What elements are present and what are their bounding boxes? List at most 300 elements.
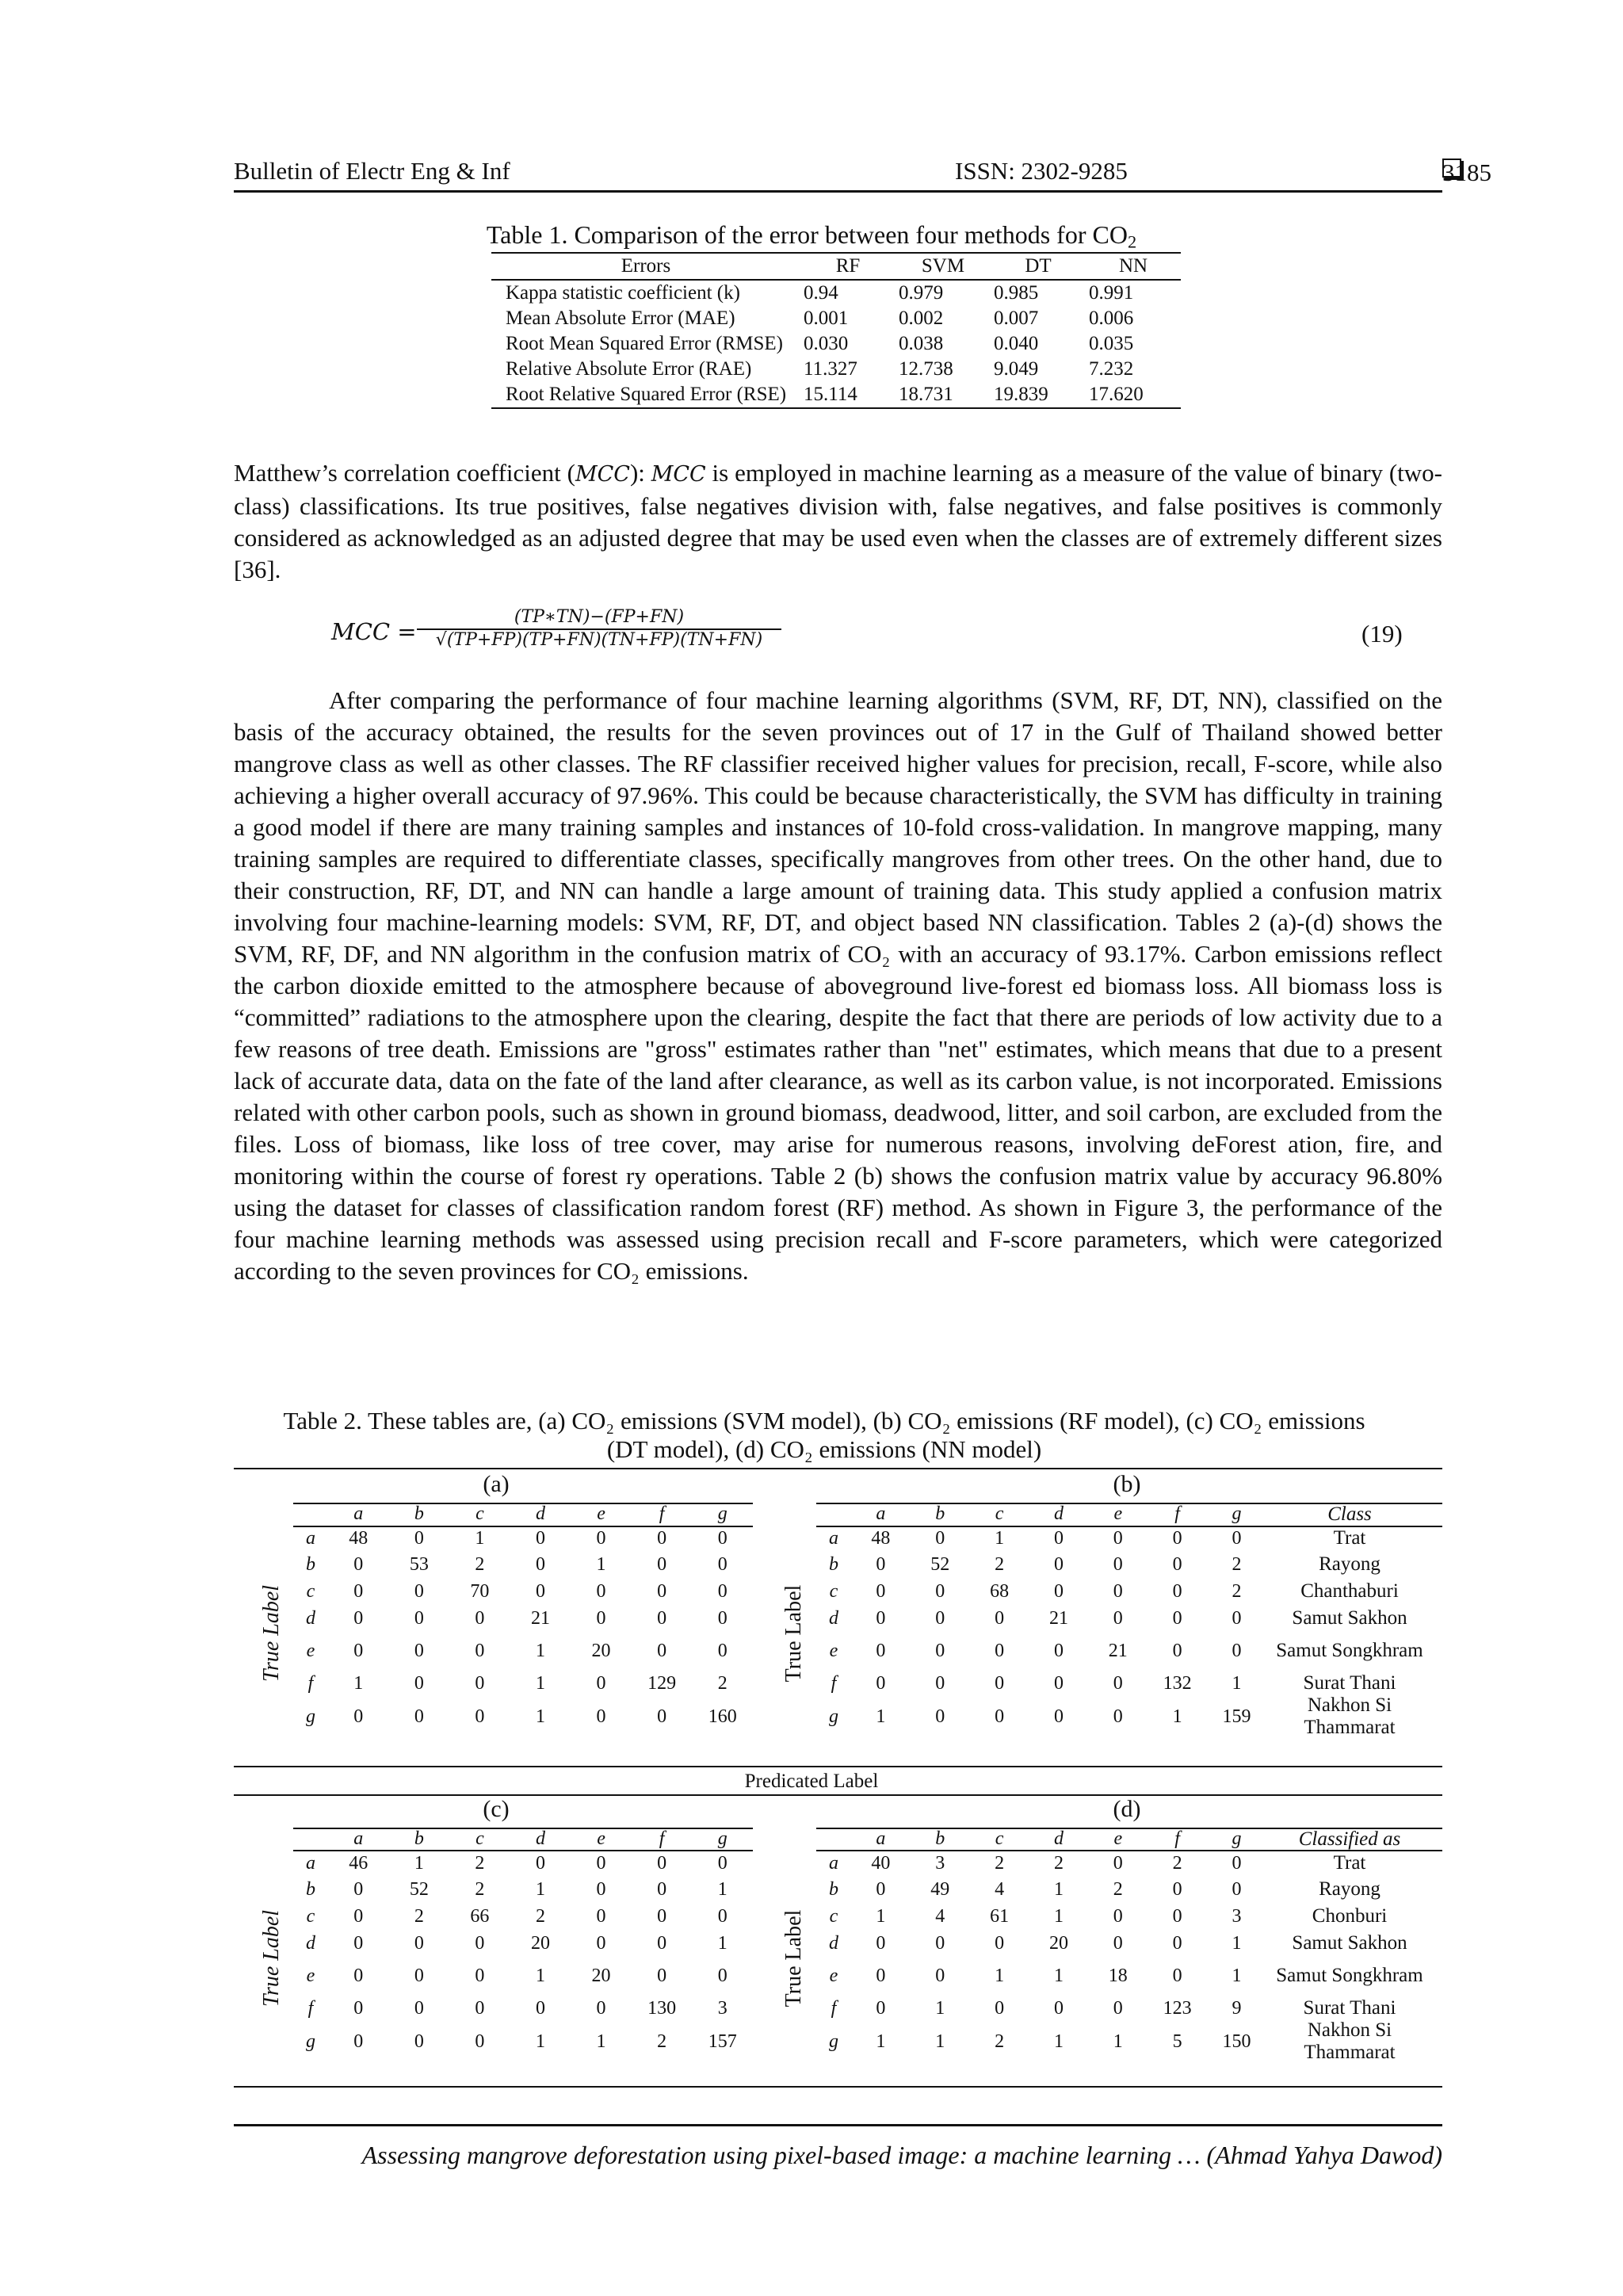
matrix-column-header: b [414,1828,424,1849]
matrix-cell: 0 [535,1997,545,2019]
matrix-cell: 0 [1232,1640,1242,1661]
matrix-cell: 20 [591,1965,611,1986]
matrix-cell: 2 [717,1672,727,1694]
matrix-cell: 1 [1053,1965,1064,1986]
matrix-cell: 0 [596,1706,606,1727]
matrix-cell: 0 [475,1997,485,2019]
matrix-column-header: f [1174,1503,1180,1524]
matrix-cell: 53 [409,1553,429,1575]
matrix-cell: 48 [871,1527,891,1549]
matrix-cell: 1 [995,1965,1005,1986]
matrix-cell: 0 [1172,1527,1182,1549]
matrix-cell: 0 [876,1997,886,2019]
table1-row-label: Kappa statistic coefficient (k) [506,282,740,304]
matrix-cell: 0 [1232,1527,1242,1549]
matrix-row [293,1851,753,1876]
table1-cell: 0.007 [994,308,1039,329]
label-b: (b) [1113,1471,1141,1497]
matrix-row-header: c [306,1905,315,1927]
matrix-cell: 0 [657,1640,667,1661]
table2-caption: Table 2. These tables are, (a) CO₂ emissions (SVM model), (b) CO₂ emissions (RF model), (c) CO₂ emissions (DT model), (d) CO₂ emissions (NN model) [283,1407,1365,1463]
table1 [491,252,1181,409]
table1-cell: 7.232 [1089,358,1134,380]
matrix-row [816,1903,1266,1930]
matrix-cell: 61 [990,1905,1010,1927]
matrix-cell: 1 [717,1878,727,1900]
matrix-c [293,1828,753,2061]
matrix-cell: 0 [414,1580,424,1602]
matrix-column-header: b [414,1503,424,1524]
class-name: Trat [1333,1527,1366,1549]
matrix-column-header: a [353,1503,364,1524]
matrix-cell: 1 [1232,1965,1242,1986]
matrix-cell: 129 [647,1672,677,1694]
table1-cell: 0.038 [899,333,944,354]
class-name: Surat Thani [1303,1997,1396,2019]
matrix-cell: 130 [647,1997,677,2019]
matrix-cell: 0 [475,1706,485,1727]
matrix-cell: 1 [1232,1672,1242,1694]
table1-row-label: Root Mean Squared Error (RMSE) [506,333,783,354]
matrix-row-header: b [306,1553,315,1575]
matrix-header-row [293,1828,753,1851]
matrix-cell: 0 [1113,1553,1123,1575]
equation-denominator: √(TP+FP)(TP+FN)(TN+FP)(TN+FN) [435,630,763,650]
matrix-cell: 0 [935,1640,945,1661]
matrix-d [816,1828,1266,2061]
table1-cell: 19.839 [991,382,1086,408]
matrix-cell: 0 [353,1932,364,1954]
matrix-cell: 48 [349,1527,369,1549]
equation-number: (19) [1361,620,1403,648]
matrix-cell: 0 [995,1997,1005,2019]
matrix-cell: 3 [935,1852,945,1874]
matrix-cell: 0 [596,1580,606,1602]
matrix-cell: 0 [876,1607,886,1629]
matrix-cell: 0 [475,1672,485,1694]
matrix-row-header: e [306,1965,315,1986]
matrix-column-header: d [535,1503,545,1524]
matrix-cell: 0 [475,1965,485,1986]
matrix-column-header: c [475,1828,484,1849]
class-name: Samut Sakhon [1292,1607,1407,1629]
matrix-cell: 0 [353,1905,364,1927]
true-label-c: True Label [259,1909,284,2008]
matrix-cell: 0 [596,1997,606,2019]
matrix-row-header: c [829,1905,838,1927]
table1-row [491,382,1181,408]
matrix-row [293,1632,753,1670]
table1-row-label: Root Relative Squared Error (RSE) [491,382,800,408]
class-name: Surat Thani [1303,1672,1396,1694]
matrix-row-header: a [829,1527,838,1549]
matrix-row [816,1551,1266,1578]
matrix-cell: 1 [995,1527,1005,1549]
matrix-cell: 1 [535,2030,545,2052]
matrix-column-header: g [717,1503,727,1524]
matrix-cell: 0 [1172,1580,1182,1602]
matrix-row [816,1995,1266,2022]
matrix-header-row [816,1828,1266,1851]
matrix-cell: 0 [1053,1580,1064,1602]
matrix-row-header: g [306,1706,315,1727]
matrix-cell: 0 [876,1965,886,1986]
matrix-cell: 2 [475,1852,485,1874]
table1-caption: Table 1. Comparison of the error between four methods for $CO_2$ [486,220,1137,252]
matrix-cell: 1 [1113,2030,1123,2052]
matrix-row [293,1670,753,1697]
matrix-cell: 0 [414,1997,424,2019]
class-name: Samut Songkhram [1276,1640,1423,1661]
matrix-cell: 0 [876,1640,886,1661]
true-label-b: True Label [781,1584,806,1683]
matrix-row [293,1957,753,1995]
matrix-cell: 157 [708,2030,737,2052]
table2-bottom-rule [234,2086,1442,2088]
class-name: Nakhon Si Thammarat [1304,2019,1396,2063]
matrix-cell: 0 [876,1672,886,1694]
table1-cell: 17.620 [1086,382,1181,408]
matrix-cell: 0 [657,1607,667,1629]
matrix-cell: 123 [1163,1997,1192,2019]
matrix-cell: 0 [1113,1527,1123,1549]
mcc-symbol: MCC [575,462,630,487]
matrix-cell: 0 [353,1580,364,1602]
table1-column-header: Errors [491,253,800,280]
page-number: 3185 [1442,159,1491,186]
matrix-cell: 20 [1048,1932,1068,1954]
matrix-cell: 0 [1113,1580,1123,1602]
matrix-cell: 0 [1172,1640,1182,1661]
matrix-cell: 0 [353,2030,364,2052]
matrix-cell: 68 [990,1580,1010,1602]
matrix-column-header: f [659,1828,665,1849]
matrix-cell: 2 [1113,1878,1123,1900]
matrix-cell: 20 [530,1932,550,1954]
table1-cell: 0.985 [994,282,1039,304]
matrix-cell: 21 [1108,1640,1128,1661]
matrix-cell: 0 [1053,1553,1064,1575]
matrix-row [816,1632,1266,1670]
matrix-cell: 1 [535,1878,545,1900]
matrix-row-header: d [306,1932,315,1954]
table1-row [491,331,1181,357]
matrix-cell: 0 [995,1932,1005,1954]
matrix-cell: 0 [717,1553,727,1575]
running-footer: Assessing mangrove deforestation using pixel-based image: a machine learning … (Ahmad Yahya Dawod) [234,2124,1442,2170]
matrix-row [293,1551,753,1578]
matrix-cell: 20 [591,1640,611,1661]
matrix-cell: 70 [470,1580,490,1602]
matrix-column-header: a [876,1503,886,1524]
table1-column-header: RF [800,253,896,280]
matrix-row-header: b [829,1553,838,1575]
table1-header-row [491,253,1181,280]
matrix-cell: 0 [414,1706,424,1727]
matrix-cell: 0 [414,1607,424,1629]
table1-row-label: Relative Absolute Error (RAE) [506,358,752,380]
matrix-row [293,1605,753,1632]
matrix-row-header: a [829,1852,838,1874]
matrix-column-header: g [1232,1828,1242,1849]
matrix-row [293,1526,753,1551]
matrix-cell: 1 [1053,1905,1064,1927]
matrix-row-header: b [306,1878,315,1900]
matrix-cell: 2 [657,2030,667,2052]
equation-mcc [331,607,775,663]
matrix-cell: 2 [995,2030,1005,2052]
matrix-cell: 0 [1232,1607,1242,1629]
class-name: Samut Sakhon [1292,1932,1407,1954]
issn: ISSN: 2302-9285 [955,157,1128,185]
matrix-cell: 0 [1172,1905,1182,1927]
matrix-column-header: d [1053,1503,1064,1524]
matrix-cell: 1 [876,1905,886,1927]
matrix-cell: 2 [475,1553,485,1575]
matrix-cell: 0 [596,1527,606,1549]
table1-cell: 0.040 [994,333,1039,354]
matrix-cell: 0 [596,1852,606,1874]
matrix-cell: 0 [596,1905,606,1927]
matrix-column-header: a [876,1828,886,1849]
matrix-column-header: c [995,1503,1004,1524]
matrix-cell: 0 [995,1640,1005,1661]
matrix-row-header: e [829,1640,838,1661]
matrix-cell: 0 [717,1527,727,1549]
matrix-row-header: b [829,1878,838,1900]
table1-cell: 0.006 [1089,308,1134,329]
matrix-cell: 0 [1113,1672,1123,1694]
matrix-cell: 0 [1232,1852,1242,1874]
matrix-cell: 0 [1172,1965,1182,1986]
paragraph-mcc: Matthew’s correlation coefficient (MCC): MCC is employed in machine learning as a measure of the value of binary (two-class) classifications. Its true positives, false negatives division with, false negatives, and false positives is commonly considered as acknowledged as an adjusted degree that may be used even when the classes are of extremely different sizes [36]. [234,459,1443,583]
matrix-cell: 0 [995,1607,1005,1629]
matrix-column-header: b [935,1503,945,1524]
matrix-cell: 0 [353,1878,364,1900]
matrix-row [816,1930,1266,1957]
matrix-cell: 0 [1172,1553,1182,1575]
matrix-cell: 0 [596,1878,606,1900]
matrix-cell: 1 [1232,1932,1242,1954]
matrix-cell: 132 [1163,1672,1192,1694]
matrix-row-header: f [831,1672,837,1694]
matrix-row-header: g [306,2030,315,2052]
matrix-cell: 46 [349,1852,369,1874]
matrix-row-header: g [829,2030,838,2052]
matrix-header-row [816,1503,1266,1526]
matrix-cell: 0 [657,1905,667,1927]
matrix-cell: 1 [353,1672,364,1694]
label-c: (c) [483,1796,510,1822]
matrix-cell: 0 [596,1607,606,1629]
running-header [234,155,1491,193]
matrix-cell: 0 [353,1640,364,1661]
matrix-row-header: c [829,1580,838,1602]
table1-row [491,306,1181,331]
matrix-column-header: d [1053,1828,1064,1849]
table1-cell: 11.327 [804,358,857,380]
matrix-cell: 0 [353,1706,364,1727]
matrix-cell: 0 [717,1905,727,1927]
matrix-cell: 1 [475,1527,485,1549]
matrix-cell: 4 [935,1905,945,1927]
matrix-cell: 0 [717,1607,727,1629]
true-label-d: True Label [781,1909,806,2008]
matrix-cell: 40 [871,1852,891,1874]
matrix-row-header: g [829,1706,838,1727]
matrix-cell: 0 [657,1965,667,1986]
table1-cell: 12.738 [899,358,953,380]
matrix-b [816,1503,1266,1736]
matrix-row [293,1697,753,1736]
matrix-cell: 0 [876,1580,886,1602]
matrix-column-header: a [353,1828,364,1849]
matrix-cell: 0 [353,1607,364,1629]
matrix-cell: 0 [1053,1672,1064,1694]
table1-cell: 0.030 [804,333,849,354]
matrix-cell: 0 [657,1580,667,1602]
matrix-cell: 0 [717,1965,727,1986]
matrix-cell: 0 [1172,1932,1182,1954]
matrix-cell: 0 [1113,1607,1123,1629]
class-name: Rayong [1319,1878,1381,1900]
matrix-column-header: g [717,1828,727,1849]
matrix-cell: 0 [717,1640,727,1661]
table1-cell: 9.049 [994,358,1039,380]
equation-fraction [417,607,781,650]
matrix-row [293,1578,753,1605]
matrix-row-header: d [829,1932,838,1954]
matrix-column-header: e [1113,1828,1123,1849]
matrix-cell: 1 [935,1997,945,2019]
table1-column-header: SVM [896,253,991,280]
mcc-symbol: MCC [651,462,706,487]
matrix-cell: 1 [1053,1878,1064,1900]
matrix-column-header: f [659,1503,665,1524]
matrix-cell: 0 [475,1932,485,1954]
matrix-cell: 0 [475,1607,485,1629]
equation-lhs: MCC = [331,618,417,645]
matrix-cell: 0 [657,1553,667,1575]
matrix-row [293,1876,753,1903]
matrix-cell: 150 [1222,2030,1251,2052]
table1-cell: 0.035 [1089,333,1134,354]
matrix-cell: 160 [708,1706,737,1727]
matrix-cell: 0 [1053,1527,1064,1549]
class-header: Class [1327,1503,1372,1525]
matrix-cell: 1 [596,2030,606,2052]
matrix-row-header: e [829,1965,838,1986]
matrix-header-row [293,1503,753,1526]
matrix-cell: 159 [1222,1706,1251,1727]
matrix-cell: 0 [995,1672,1005,1694]
matrix-cell: 2 [1232,1553,1242,1575]
matrix-row-header: a [306,1527,315,1549]
matrix-cell: 0 [353,1997,364,2019]
matrix-cell: 0 [1053,1706,1064,1727]
label-d: (d) [1113,1796,1141,1822]
matrix-row [816,1697,1266,1736]
matrix-row [816,2022,1266,2061]
matrix-row [816,1876,1266,1903]
matrix-row-header: e [306,1640,315,1661]
table2-top-rule [234,1468,1442,1469]
matrix-row-header: c [306,1580,315,1602]
matrix-cell: 0 [876,1932,886,1954]
matrix-cell: 2 [414,1905,424,1927]
matrix-cell: 0 [995,1706,1005,1727]
matrix-cell: 0 [935,1706,945,1727]
matrix-cell: 0 [1172,1607,1182,1629]
matrix-column-header: e [597,1503,605,1524]
matrix-cell: 3 [1232,1905,1242,1927]
table1-cell: 0.94 [804,282,838,304]
matrix-cell: 66 [470,1905,490,1927]
matrix-cell: 0 [414,1672,424,1694]
matrix-row-header: d [306,1607,315,1629]
matrix-row-header: a [306,1852,315,1874]
matrix-row-header: f [307,1997,314,2019]
equation-numerator: (TP∗TN)−(FP+FN) [417,607,781,630]
matrix-row [816,1670,1266,1697]
matrix-cell: 0 [1113,1997,1123,2019]
class-column-top [1266,1503,1433,1736]
class-name: Trat [1333,1852,1366,1874]
matrix-cell: 0 [657,1878,667,1900]
matrix-cell: 1 [535,1965,545,1986]
matrix-cell: 2 [535,1905,545,1927]
matrix-cell: 49 [930,1878,950,1900]
matrix-cell: 1 [1172,1706,1182,1727]
matrix-cell: 18 [1108,1965,1128,1986]
matrix-cell: 0 [414,2030,424,2052]
matrix-cell: 0 [935,1672,945,1694]
matrix-column-header: c [475,1503,484,1524]
matrix-cell: 2 [995,1553,1005,1575]
matrix-cell: 0 [1053,1997,1064,2019]
matrix-cell: 0 [876,1878,886,1900]
paragraph-results: After comparing the performance of four machine learning algorithms (SVM, RF, DT, NN), classified on the basis of the accuracy obtained, the results for the seven provinces out of 17 in the Gulf of Thailand showed better mangrove class as well as other classes. The RF classifier received higher values for precision, recall, F-score, while also achieving a higher overall accuracy of 97.96%. This could be because characteristically, the SVM has difficulty in training a good model if there are many training samples and instances of 10-fold cross-validation. In mangrove mapping, many training samples are required to differentiate classes, specifically mangroves from other trees. On the other hand, due to their construction, RF, DT, and NN can handle a large amount of training data. This study applied a confusion matrix involving four machine-learning models: SVM, RF, DT, and object based NN classification. Tables 2 (a)-(d) shows the SVM, RF, DF, and NN algorithm in the confusion matrix of CO₂ with an accuracy of 93.17%. Carbon emissions reflect the carbon dioxide emitted to the atmosphere because of aboveground live-forest ed biomass loss. All biomass loss is “committed” radiations to the atmosphere upon the clearing, despite the fact that there are periods of low activity due to a few reasons of tree death. Emissions are "gross" estimates rather than "net" estimates, which means that due to a present lack of accurate data, data on the fate of the land after clearance, as well as its carbon value, is not incorporated. Emissions related with other carbon pools, such as shown in ground biomass, deadwood, litter, and soil carbon, are excluded from the files. Loss of biomass, like loss of tree cover, may arise for numerous reasons, involving deForest ation, fire, and monitoring within the course of forest ry operations. Table 2 (b) shows the confusion matrix value by accuracy 96.80% using the dataset for classes of classification random forest (RF) method. As shown in Figure 3, the performance of the four machine learning methods was assessed using precision recall and F-score parameters, which were categorized according to the seven provinces for CO₂ emissions. [234,686,1442,1285]
true-label-a: True Label [259,1584,284,1683]
matrix-cell: 1 [535,1672,545,1694]
matrix-row [816,1957,1266,1995]
matrix-cell: 0 [657,1706,667,1727]
matrix-row-header: d [829,1607,838,1629]
matrix-column-header: g [1232,1503,1242,1524]
matrix-cell: 9 [1232,1997,1242,2019]
matrix-cell: 1 [414,1852,424,1874]
table1-cell: 0.002 [899,308,944,329]
matrix-cell: 0 [717,1852,727,1874]
matrix-cell: 0 [935,1527,945,1549]
matrix-cell: 1 [876,1706,886,1727]
matrix-cell: 2 [475,1878,485,1900]
matrix-cell: 0 [935,1965,945,1986]
table1-cell: 15.114 [800,382,896,408]
matrix-cell: 0 [414,1932,424,1954]
matrix-row [293,1995,753,2022]
table1-cell: 0.991 [1089,282,1134,304]
matrix-cell: 5 [1172,2030,1182,2052]
matrix-cell: 21 [530,1607,550,1629]
class-column-bottom [1266,1828,1433,2061]
matrix-cell: 0 [935,1607,945,1629]
matrix-cell: 2 [1172,1852,1182,1874]
matrix-row [293,2022,753,2061]
matrix-cell: 0 [353,1553,364,1575]
matrix-row [293,1903,753,1930]
table1-column-header: NN [1086,253,1181,280]
